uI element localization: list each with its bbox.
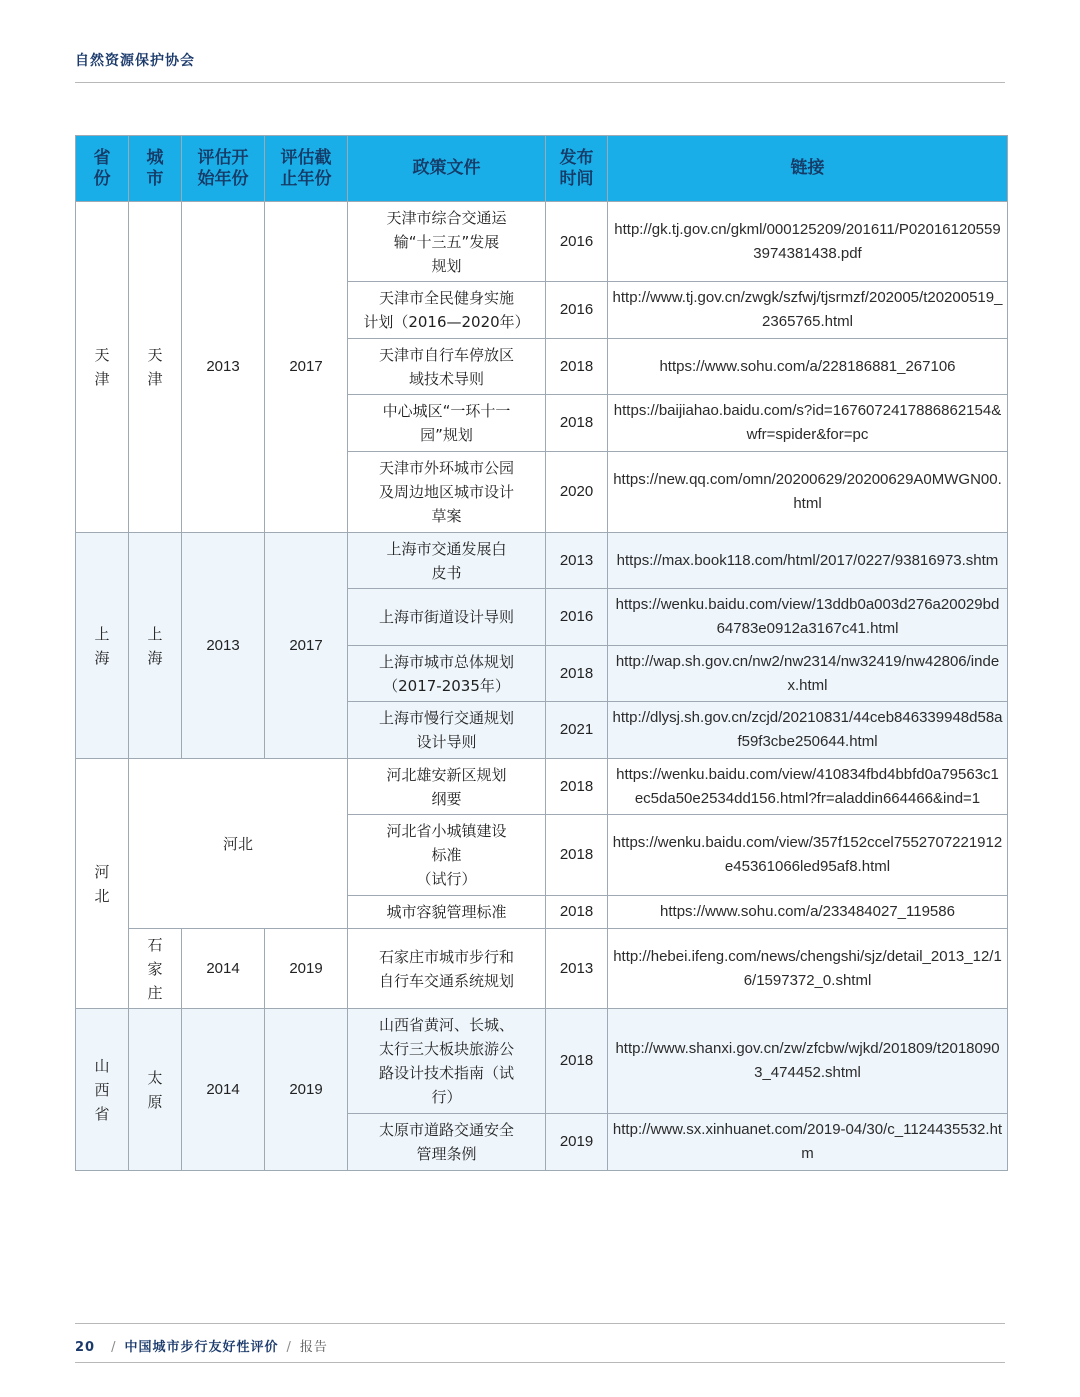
policy-link[interactable]: http://www.shanxi.gov.cn/zw/zfcbw/wjkd/201809/t20180903_474452.shtml xyxy=(608,1009,1008,1114)
publish-year: 2016 xyxy=(546,589,608,646)
policy-doc: 中心城区“一环十一 园”规划 xyxy=(348,395,546,452)
header-link: 链接 xyxy=(608,136,1008,202)
policy-doc: 城市容貌管理标准 xyxy=(348,896,546,929)
policy-link[interactable]: https://www.sohu.com/a/228186881_267106 xyxy=(608,339,1008,395)
city-tianjin: 天 津 xyxy=(129,202,182,533)
policy-link[interactable]: http://dlysj.sh.gov.cn/zcjd/20210831/44ceb846339948d58af59f3cbe250644.html xyxy=(608,702,1008,759)
policy-doc: 山西省黄河、长城、 太行三大板块旅游公 路设计技术指南（试 行） xyxy=(348,1009,546,1114)
organization-name: 自然资源保护协会 xyxy=(75,53,195,69)
start-year-shijiazhuang: 2014 xyxy=(182,929,265,1009)
report-title: 中国城市步行友好性评价 xyxy=(124,1340,279,1355)
policy-doc: 天津市外环城市公园 及周边地区城市设计 草案 xyxy=(348,452,546,533)
policy-link[interactable]: https://www.sohu.com/a/233484027_119586 xyxy=(608,896,1008,929)
table-row xyxy=(76,1009,1008,1114)
policy-link[interactable]: http://wap.sh.gov.cn/nw2/nw2314/nw32419/nw42806/index.html xyxy=(608,646,1008,702)
province-tianjin: 天 津 xyxy=(76,202,129,533)
end-year-tianjin: 2017 xyxy=(265,202,348,533)
table-row xyxy=(76,929,1008,1009)
policy-link[interactable]: http://hebei.ifeng.com/news/chengshi/sjz/detail_2013_12/16/1597372_0.shtml xyxy=(608,929,1008,1009)
publish-year: 2021 xyxy=(546,702,608,759)
publish-year: 2013 xyxy=(546,533,608,589)
table-header-row xyxy=(76,136,1008,202)
end-year-shanghai: 2017 xyxy=(265,533,348,759)
table-row xyxy=(76,533,1008,589)
header-end-year: 评估截 止年份 xyxy=(265,136,348,202)
policy-doc: 太原市道路交通安全 管理条例 xyxy=(348,1114,546,1171)
header-province: 省 份 xyxy=(76,136,129,202)
policy-link[interactable]: http://gk.tj.gov.cn/gkml/000125209/201611/P020161205593974381438.pdf xyxy=(608,202,1008,282)
region-hebei: 河北 xyxy=(129,759,348,929)
policy-link[interactable]: https://wenku.baidu.com/view/357f152ccel7552707221912e45361066led95af8.html xyxy=(608,815,1008,896)
policy-link[interactable]: https://wenku.baidu.com/view/13ddb0a003d276a20029bd64783e0912a3167c41.html xyxy=(608,589,1008,646)
table-row xyxy=(76,759,1008,815)
city-taiyuan: 太 原 xyxy=(129,1009,182,1171)
policy-doc: 天津市综合交通运 输“十三五”发展 规划 xyxy=(348,202,546,282)
publish-year: 2019 xyxy=(546,1114,608,1171)
header-divider xyxy=(75,82,1005,83)
footer-separator: / xyxy=(111,1340,117,1355)
page-number: 20 xyxy=(75,1340,96,1355)
publish-year: 2018 xyxy=(546,646,608,702)
province-hebei: 河 北 xyxy=(76,759,129,1009)
start-year-shanghai: 2013 xyxy=(182,533,265,759)
publish-year: 2020 xyxy=(546,452,608,533)
table-row xyxy=(76,202,1008,282)
publish-year: 2018 xyxy=(546,395,608,452)
province-shanxi: 山 西 省 xyxy=(76,1009,129,1171)
city-shanghai: 上 海 xyxy=(129,533,182,759)
footer-divider-bottom xyxy=(75,1362,1005,1363)
policy-doc: 石家庄市城市步行和 自行车交通系统规划 xyxy=(348,929,546,1009)
footer xyxy=(75,1336,328,1355)
header-policy-doc: 政策文件 xyxy=(348,136,546,202)
policy-doc: 河北雄安新区规划 纲要 xyxy=(348,759,546,815)
start-year-tianjin: 2013 xyxy=(182,202,265,533)
policy-doc: 上海市城市总体规划 （2017-2035年） xyxy=(348,646,546,702)
publish-year: 2018 xyxy=(546,896,608,929)
policy-doc: 上海市交通发展白 皮书 xyxy=(348,533,546,589)
policy-link[interactable]: https://baijiahao.baidu.com/s?id=1676072417886862154&wfr=spider&for=pc xyxy=(608,395,1008,452)
city-shijiazhuang: 石 家 庄 xyxy=(129,929,182,1009)
policy-table xyxy=(75,135,1008,1171)
footer-separator: / xyxy=(286,1340,292,1355)
header-start-year: 评估开 始年份 xyxy=(182,136,265,202)
publish-year: 2018 xyxy=(546,815,608,896)
policy-link[interactable]: http://www.sx.xinhuanet.com/2019-04/30/c_1124435532.htm xyxy=(608,1114,1008,1171)
policy-link[interactable]: https://wenku.baidu.com/view/410834fbd4bbfd0a79563c1ec5da50e2534dd156.html?fr=aladdin664466&ind=1 xyxy=(608,759,1008,815)
footer-divider-top xyxy=(75,1323,1005,1324)
start-year-taiyuan: 2014 xyxy=(182,1009,265,1171)
policy-doc: 上海市街道设计导则 xyxy=(348,589,546,646)
publish-year: 2013 xyxy=(546,929,608,1009)
report-subtitle: 报告 xyxy=(299,1340,328,1355)
policy-link[interactable]: https://new.qq.com/omn/20200629/20200629A0MWGN00.html xyxy=(608,452,1008,533)
publish-year: 2018 xyxy=(546,339,608,395)
end-year-taiyuan: 2019 xyxy=(265,1009,348,1171)
province-shanghai: 上 海 xyxy=(76,533,129,759)
end-year-shijiazhuang: 2019 xyxy=(265,929,348,1009)
publish-year: 2016 xyxy=(546,282,608,339)
policy-doc: 上海市慢行交通规划 设计导则 xyxy=(348,702,546,759)
publish-year: 2018 xyxy=(546,1009,608,1114)
policy-link[interactable]: http://www.tj.gov.cn/zwgk/szfwj/tjsrmzf/202005/t20200519_2365765.html xyxy=(608,282,1008,339)
policy-doc: 天津市全民健身实施 计划（2016—2020年） xyxy=(348,282,546,339)
policy-link[interactable]: https://max.book118.com/html/2017/0227/93816973.shtm xyxy=(608,533,1008,589)
publish-year: 2018 xyxy=(546,759,608,815)
policy-doc: 河北省小城镇建设 标准 （试行） xyxy=(348,815,546,896)
header-city: 城 市 xyxy=(129,136,182,202)
policy-doc: 天津市自行车停放区 域技术导则 xyxy=(348,339,546,395)
publish-year: 2016 xyxy=(546,202,608,282)
header-publish-time: 发布 时间 xyxy=(546,136,608,202)
